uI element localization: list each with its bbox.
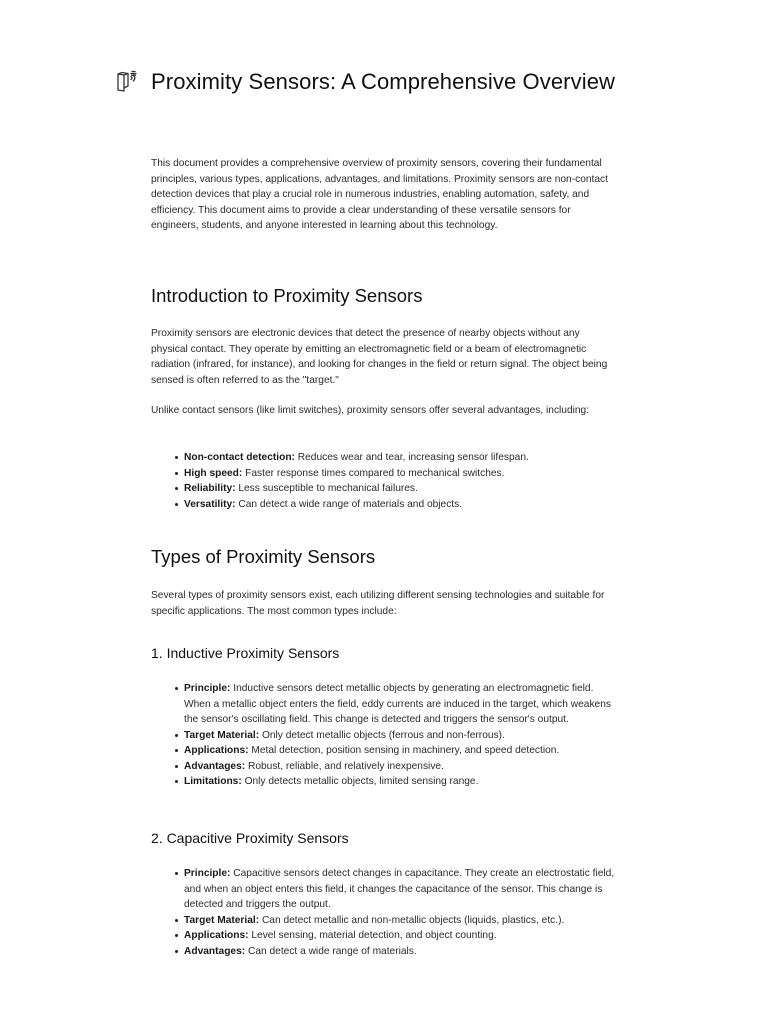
list-item-term: Non-contact detection: (184, 452, 295, 463)
introduction-paragraph-1: Proximity sensors are electronic devices that detect the presence of nearby objects without any physical contact. They operate by emitting an electromagnetic field or a beam of electromagnetic radiation (infrared, for instance), and looking for changes in the field or return signal. The object being sensed is often referred to as the "target." (151, 328, 608, 386)
list-item (184, 450, 616, 466)
list-item (184, 728, 616, 744)
list-item (184, 497, 616, 513)
list-item-term: Principle: (184, 868, 231, 879)
list-item (184, 466, 616, 482)
list-item-term: High speed: (184, 467, 243, 479)
list-item-term: Advantages: (184, 945, 246, 957)
list-item-term: Principle: (184, 683, 231, 694)
list-item-text: Reduces wear and tear, increasing sensor lifespan. (294, 452, 529, 463)
capacitive-list (184, 866, 616, 959)
list-item (184, 913, 616, 929)
list-item-term: Target Material: (184, 729, 260, 741)
advantages-list (184, 450, 616, 512)
list-item (184, 928, 616, 944)
list-item-text: Only detect metallic objects (ferrous and non-ferrous). (259, 729, 505, 741)
list-item (184, 743, 616, 759)
list-item-text: Capacitive sensors detect changes in capacitance. They create an electrostatic field, and when an object enters this field, it changes the capacitance of the sensor. This change is detected and triggers the output. (184, 868, 615, 910)
list-item (184, 681, 616, 728)
list-item-text: Level sensing, material detection, and object counting. (248, 930, 497, 941)
list-item-text: Can detect a wide range of materials. (245, 945, 417, 957)
list-item-term: Reliability: (184, 483, 236, 494)
list-item (184, 774, 616, 790)
inductive-list (184, 681, 616, 790)
list-item (184, 944, 616, 960)
list-item-term: Applications: (184, 930, 249, 941)
list-item-text: Less susceptible to mechanical failures. (235, 483, 418, 494)
section-heading-introduction: Introduction to Proximity Sensors (151, 285, 423, 306)
list-item-term: Target Material: (184, 914, 260, 926)
list-item-text: Only detects metallic objects, limited sensing range. (241, 776, 479, 787)
list-item-text: Can detect metallic and non-metallic objects (liquids, plastics, etc.). (259, 914, 565, 926)
proximity-sensor-icon (116, 70, 140, 92)
introduction-paragraph-2: Unlike contact sensors (like limit switches), proximity sensors offer several advantages, including: (151, 405, 590, 416)
list-item-text: Faster response times compared to mechanical switches. (242, 467, 505, 479)
list-item (184, 481, 616, 497)
section-heading-types: Types of Proximity Sensors (151, 546, 376, 567)
list-item-term: Versatility: (184, 498, 236, 510)
list-item-text: Robust, reliable, and relatively inexpensive. (245, 760, 444, 772)
list-item-text: Metal detection, position sensing in machinery, and speed detection. (248, 745, 560, 756)
subsection-heading-inductive: 1. Inductive Proximity Sensors (151, 645, 340, 661)
intro-paragraph: This document provides a comprehensive overview of proximity sensors, covering their fundamental principles, various types, applications, advantages, and limitations. Proximity sensors are non-contact detection devices that play a crucial role in numerous industries, enabling automation, safety, and efficiency. This document aims to provide a clear understanding of these versatile sensors for engineers, students, and anyone interested in learning about this technology. (151, 158, 608, 231)
types-paragraph: Several types of proximity sensors exist, each utilizing different sensing technologies and suitable for specific applications. The most common types include: (151, 590, 605, 617)
document-title: Proximity Sensors: A Comprehensive Overview (151, 69, 616, 94)
list-item (184, 866, 616, 913)
list-item-text: Can detect a wide range of materials and objects. (235, 498, 463, 510)
list-item-term: Applications: (184, 745, 249, 756)
list-item-term: Advantages: (184, 760, 246, 772)
list-item-text: Inductive sensors detect metallic objects by generating an electromagnetic field. When a metallic object enters the field, eddy currents are induced in the target, which weakens the sensor's oscillating field. This change is detected and triggers the sensor's output. (184, 683, 611, 725)
list-item (184, 759, 616, 775)
subsection-heading-capacitive: 2. Capacitive Proximity Sensors (151, 830, 349, 846)
list-item-term: Limitations: (184, 776, 242, 787)
